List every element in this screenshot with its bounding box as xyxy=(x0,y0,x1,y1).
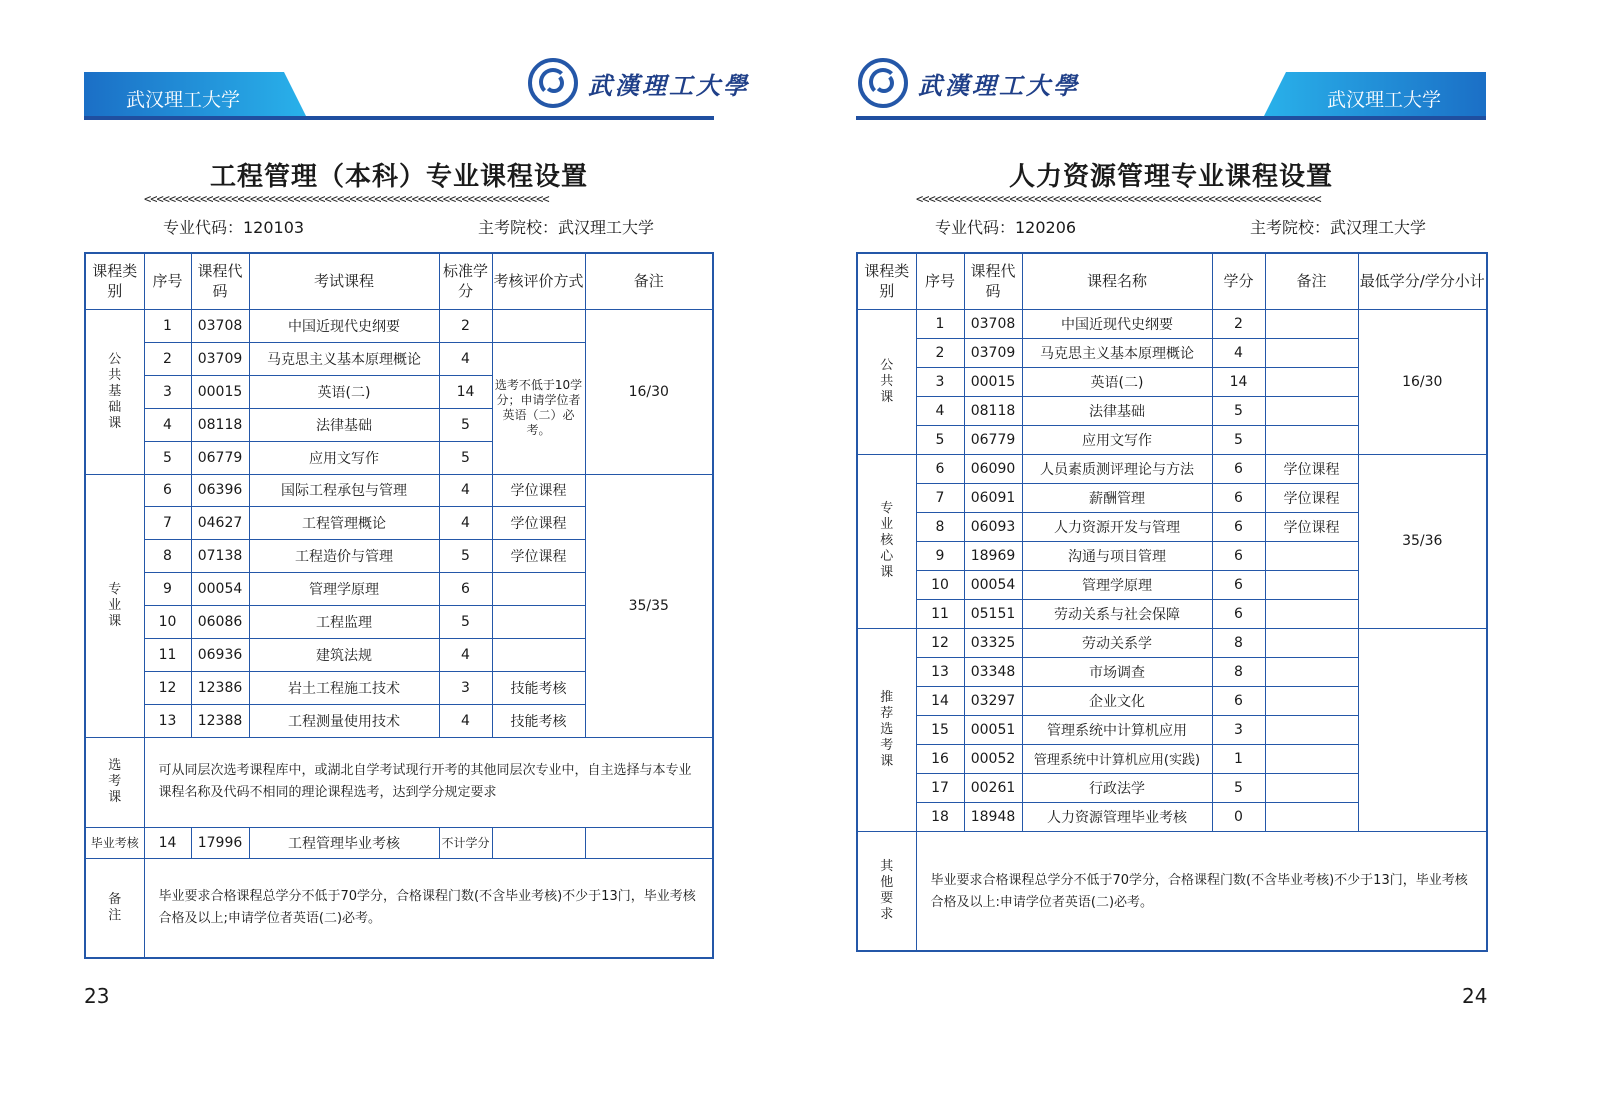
cell: 岩土工程施工技术 xyxy=(249,671,439,704)
subtotal-cell: 16/30 xyxy=(1358,309,1487,454)
cell xyxy=(1265,425,1358,454)
cell: 03297 xyxy=(964,686,1022,715)
cell xyxy=(492,638,585,671)
cell: 法律基础 xyxy=(249,408,439,441)
cell: 03708 xyxy=(964,309,1022,338)
cell: 2 xyxy=(1212,309,1265,338)
cell: 工程监理 xyxy=(249,605,439,638)
cell: 03709 xyxy=(191,342,249,375)
logo-text: 武漢理工大學 xyxy=(588,70,750,100)
subtotal-cell xyxy=(1358,628,1487,831)
cell: 12 xyxy=(144,671,191,704)
table-header-row xyxy=(857,253,1487,309)
category-cell: 选考课 xyxy=(85,737,144,827)
cell: 13 xyxy=(916,657,964,686)
cell xyxy=(492,572,585,605)
cell: 沟通与项目管理 xyxy=(1022,541,1212,570)
cell: 5 xyxy=(439,605,492,638)
cell: 应用文写作 xyxy=(249,441,439,474)
cell: 学位课程 xyxy=(492,506,585,539)
cell: 06779 xyxy=(191,441,249,474)
major-code: 专业代码：120103 xyxy=(163,218,305,237)
cell: 5 xyxy=(1212,425,1265,454)
cell: 04627 xyxy=(191,506,249,539)
cell: 中国近现代史纲要 xyxy=(1022,309,1212,338)
cell: 6 xyxy=(1212,570,1265,599)
cell: 4 xyxy=(916,396,964,425)
cell: 国际工程承包与管理 xyxy=(249,474,439,506)
cell: 3 xyxy=(439,671,492,704)
right-logo xyxy=(858,58,1080,108)
cell: 6 xyxy=(144,474,191,506)
header-cell: 课程类别 xyxy=(857,253,916,309)
cell: 06779 xyxy=(964,425,1022,454)
cell: 法律基础 xyxy=(1022,396,1212,425)
cell: 劳动关系学 xyxy=(1022,628,1212,657)
cell xyxy=(1265,396,1358,425)
cell: 学位课程 xyxy=(492,474,585,506)
cell: 03709 xyxy=(964,338,1022,367)
cell: 管理学原理 xyxy=(1022,570,1212,599)
header-cell: 课程代码 xyxy=(964,253,1022,309)
decorative-arrows: <<<<<<<<<<<<<<<<<<<<<<<<<<<<<<<<<<<<<<<<<<<<<<<<<<<<<<<<<<<<<<<<< xyxy=(916,192,1321,206)
cell: 4 xyxy=(439,506,492,539)
cell: 管理系统中计算机应用 xyxy=(1022,715,1212,744)
cell: 13 xyxy=(144,704,191,737)
header-cell: 考试课程 xyxy=(249,253,439,309)
cell: 学位课程 xyxy=(492,539,585,572)
cell: 2 xyxy=(916,338,964,367)
category-cell: 专业核心课 xyxy=(857,454,916,628)
cell: 4 xyxy=(1212,338,1265,367)
cell xyxy=(1265,367,1358,396)
cell: 5 xyxy=(916,425,964,454)
major-code: 专业代码：120206 xyxy=(935,218,1077,237)
cell: 8 xyxy=(1212,628,1265,657)
cell xyxy=(492,605,585,638)
cell: 03708 xyxy=(191,309,249,342)
cell: 技能考核 xyxy=(492,704,585,737)
subtotal-cell: 35/36 xyxy=(1358,454,1487,628)
category-cell: 公共课 xyxy=(857,309,916,454)
cell: 工程管理概论 xyxy=(249,506,439,539)
cell: 建筑法规 xyxy=(249,638,439,671)
eval-note-cell: 选考不低于10学分；申请学位者英语（二）必考。 xyxy=(492,342,585,474)
cell: 4 xyxy=(439,474,492,506)
table-row xyxy=(857,628,1487,657)
left-logo xyxy=(528,58,750,108)
subtotal-cell: 16/30 xyxy=(585,309,713,474)
cell: 3 xyxy=(144,375,191,408)
cell: 5 xyxy=(439,539,492,572)
cell: 4 xyxy=(439,638,492,671)
cell: 6 xyxy=(1212,599,1265,628)
cell: 06090 xyxy=(964,454,1022,483)
cell: 5 xyxy=(439,408,492,441)
cell: 6 xyxy=(1212,512,1265,541)
cell: 6 xyxy=(1212,483,1265,512)
university-logo-icon xyxy=(528,58,578,108)
page-number: 23 xyxy=(84,984,110,1008)
cell: 2 xyxy=(439,309,492,342)
cell: 14 xyxy=(1212,367,1265,396)
page-title: 人力资源管理专业课程设置 xyxy=(1008,162,1333,192)
cell: 07138 xyxy=(191,539,249,572)
cell: 工程测量使用技术 xyxy=(249,704,439,737)
header-cell: 学分 xyxy=(1212,253,1265,309)
table-header-row xyxy=(85,253,713,309)
cell xyxy=(492,827,585,858)
cell: 0 xyxy=(1212,802,1265,831)
cell: 6 xyxy=(1212,541,1265,570)
cell: 06093 xyxy=(964,512,1022,541)
cell: 00015 xyxy=(964,367,1022,396)
cell: 5 xyxy=(144,441,191,474)
cell: 9 xyxy=(144,572,191,605)
cell xyxy=(1265,541,1358,570)
other-requirements-row xyxy=(857,831,1487,951)
cell: 10 xyxy=(916,570,964,599)
cell: 00015 xyxy=(191,375,249,408)
exam-school: 主考院校：武汉理工大学 xyxy=(478,218,655,237)
other-requirements-text: 毕业要求合格课程总学分不低于70学分，合格课程门数(不含毕业考核)不少于13门，毕业考核合格及以上:申请学位者英语(二)必考。 xyxy=(916,831,1487,951)
cell: 17996 xyxy=(191,827,249,858)
cell xyxy=(1265,338,1358,367)
cell: 12388 xyxy=(191,704,249,737)
cell: 5 xyxy=(1212,773,1265,802)
table-row xyxy=(85,474,713,506)
cell: 7 xyxy=(916,483,964,512)
cell: 英语(二) xyxy=(249,375,439,408)
cell xyxy=(492,309,585,342)
cell: 18969 xyxy=(964,541,1022,570)
cell: 3 xyxy=(1212,715,1265,744)
cell: 薪酬管理 xyxy=(1022,483,1212,512)
cell: 4 xyxy=(439,704,492,737)
cell: 00261 xyxy=(964,773,1022,802)
cell: 00052 xyxy=(964,744,1022,773)
cell xyxy=(1265,744,1358,773)
cell xyxy=(1265,802,1358,831)
header-cell: 序号 xyxy=(144,253,191,309)
header-cell: 课程名称 xyxy=(1022,253,1212,309)
cell: 8 xyxy=(916,512,964,541)
cell: 8 xyxy=(1212,657,1265,686)
cell: 人力资源管理毕业考核 xyxy=(1022,802,1212,831)
right-banner-title: 武汉理工大学 xyxy=(1327,89,1442,111)
cell: 12 xyxy=(916,628,964,657)
cell: 学位课程 xyxy=(1265,512,1358,541)
cell: 06091 xyxy=(964,483,1022,512)
cell xyxy=(1265,309,1358,338)
cell: 6 xyxy=(1212,686,1265,715)
page-number: 24 xyxy=(1462,984,1488,1008)
cell: 5 xyxy=(439,441,492,474)
cell: 14 xyxy=(439,375,492,408)
cell: 管理系统中计算机应用(实践) xyxy=(1022,744,1212,773)
cell: 1 xyxy=(144,309,191,342)
cell: 17 xyxy=(916,773,964,802)
cell: 学位课程 xyxy=(1265,483,1358,512)
cell: 16 xyxy=(916,744,964,773)
cell: 马克思主义基本原理概论 xyxy=(249,342,439,375)
cell: 5 xyxy=(1212,396,1265,425)
cell: 06936 xyxy=(191,638,249,671)
cell: 管理学原理 xyxy=(249,572,439,605)
header-cell: 序号 xyxy=(916,253,964,309)
cell: 15 xyxy=(916,715,964,744)
cell: 11 xyxy=(144,638,191,671)
cell xyxy=(1265,715,1358,744)
cell: 行政法学 xyxy=(1022,773,1212,802)
cell: 应用文写作 xyxy=(1022,425,1212,454)
remark-row xyxy=(85,858,713,958)
right-page xyxy=(800,0,1600,1093)
logo-text: 武漢理工大學 xyxy=(918,70,1080,100)
elective-text: 可从同层次选考课程库中，或湖北自学考试现行开考的其他同层次专业中，自主选择与本专业课程名称及代码不相同的理论课程选考，达到学分规定要求 xyxy=(144,737,713,827)
exam-school: 主考院校：武汉理工大学 xyxy=(1250,218,1427,237)
cell: 00051 xyxy=(964,715,1022,744)
cell: 18 xyxy=(916,802,964,831)
cell xyxy=(585,827,713,858)
cell: 工程造价与管理 xyxy=(249,539,439,572)
cell: 06086 xyxy=(191,605,249,638)
header-cell: 考核评价方式 xyxy=(492,253,585,309)
cell: 技能考核 xyxy=(492,671,585,704)
header-cell: 标准学分 xyxy=(439,253,492,309)
graduation-row xyxy=(85,827,713,858)
category-cell: 公共基础课 xyxy=(85,309,144,474)
cell xyxy=(1265,628,1358,657)
cell: 03348 xyxy=(964,657,1022,686)
cell: 1 xyxy=(916,309,964,338)
cell: 4 xyxy=(144,408,191,441)
cell: 08118 xyxy=(191,408,249,441)
page-title: 工程管理（本科）专业课程设置 xyxy=(209,162,588,192)
subtotal-cell: 35/35 xyxy=(585,474,713,737)
cell: 1 xyxy=(1212,744,1265,773)
category-cell: 备注 xyxy=(85,858,144,958)
cell: 4 xyxy=(439,342,492,375)
category-cell: 专业课 xyxy=(85,474,144,737)
cell xyxy=(1265,570,1358,599)
cell: 11 xyxy=(916,599,964,628)
university-logo-icon xyxy=(858,58,908,108)
cell: 英语(二) xyxy=(1022,367,1212,396)
cell: 马克思主义基本原理概论 xyxy=(1022,338,1212,367)
course-table xyxy=(84,252,714,959)
cell: 14 xyxy=(916,686,964,715)
cell: 08118 xyxy=(964,396,1022,425)
cell xyxy=(1265,773,1358,802)
header-cell: 备注 xyxy=(1265,253,1358,309)
header-cell: 备注 xyxy=(585,253,713,309)
cell: 7 xyxy=(144,506,191,539)
cell: 00054 xyxy=(964,570,1022,599)
table-row xyxy=(857,309,1487,338)
left-banner-title: 武汉理工大学 xyxy=(126,89,241,111)
cell: 8 xyxy=(144,539,191,572)
cell xyxy=(1265,657,1358,686)
cell: 企业文化 xyxy=(1022,686,1212,715)
cell: 学位课程 xyxy=(1265,454,1358,483)
cell: 6 xyxy=(1212,454,1265,483)
cell: 3 xyxy=(916,367,964,396)
decorative-arrows: <<<<<<<<<<<<<<<<<<<<<<<<<<<<<<<<<<<<<<<<<<<<<<<<<<<<<<<<<<<<<<<<< xyxy=(144,192,549,206)
category-cell: 推荐选考课 xyxy=(857,628,916,831)
cell: 劳动关系与社会保障 xyxy=(1022,599,1212,628)
table-row xyxy=(857,454,1487,483)
cell: 03325 xyxy=(964,628,1022,657)
remark-text: 毕业要求合格课程总学分不低于70学分，合格课程门数(不含毕业考核)不少于13门，毕业考核合格及以上;申请学位者英语(二)必考。 xyxy=(144,858,713,958)
cell: 00054 xyxy=(191,572,249,605)
header-cell: 最低学分/学分小计 xyxy=(1358,253,1487,309)
table-row xyxy=(85,309,713,342)
cell: 05151 xyxy=(964,599,1022,628)
cell: 中国近现代史纲要 xyxy=(249,309,439,342)
cell: 12386 xyxy=(191,671,249,704)
course-table xyxy=(856,252,1488,952)
cell: 6 xyxy=(916,454,964,483)
elective-row xyxy=(85,737,713,827)
cell: 2 xyxy=(144,342,191,375)
header-cell: 课程代码 xyxy=(191,253,249,309)
cell: 6 xyxy=(439,572,492,605)
cell: 毕业考核 xyxy=(85,827,144,858)
category-cell: 其他要求 xyxy=(857,831,916,951)
cell: 工程管理毕业考核 xyxy=(249,827,439,858)
cell: 14 xyxy=(144,827,191,858)
cell: 06396 xyxy=(191,474,249,506)
cell: 不计学分 xyxy=(439,827,492,858)
cell: 10 xyxy=(144,605,191,638)
cell: 人员素质测评理论与方法 xyxy=(1022,454,1212,483)
header-cell: 课程类别 xyxy=(85,253,144,309)
cell: 9 xyxy=(916,541,964,570)
cell xyxy=(1265,599,1358,628)
cell xyxy=(1265,686,1358,715)
cell: 18948 xyxy=(964,802,1022,831)
cell: 人力资源开发与管理 xyxy=(1022,512,1212,541)
cell: 市场调查 xyxy=(1022,657,1212,686)
